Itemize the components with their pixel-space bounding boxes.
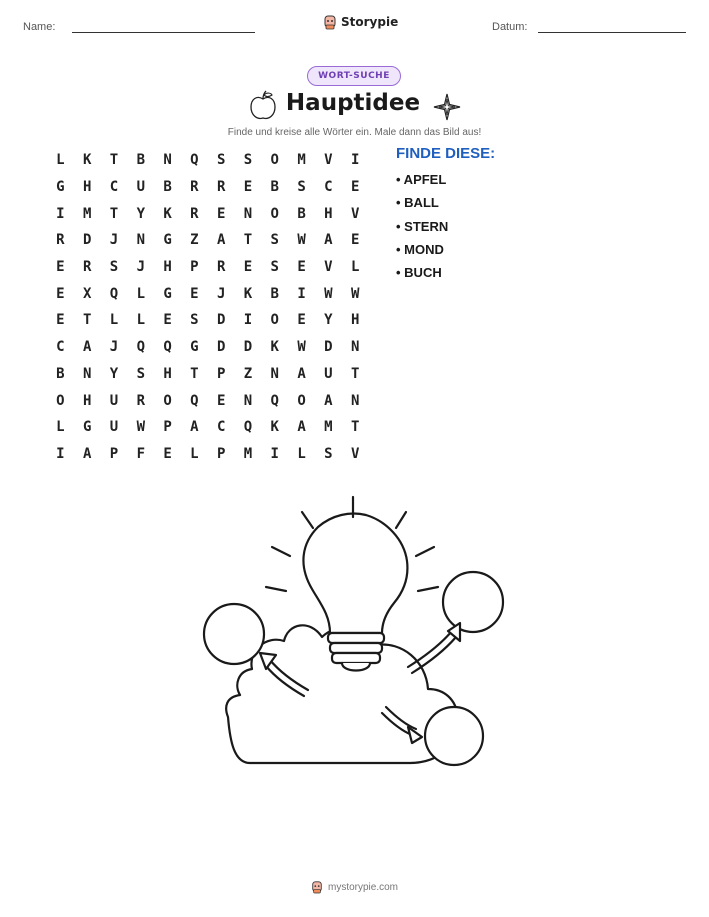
grid-cell[interactable]: S (270, 259, 279, 276)
date-field-line[interactable] (538, 32, 686, 33)
grid-cell[interactable]: E (216, 205, 226, 222)
grid-cell[interactable]: D (216, 312, 226, 329)
grid-cell[interactable]: C (56, 339, 65, 356)
grid-cell[interactable]: J (216, 285, 226, 302)
grid-cell[interactable]: O (270, 152, 279, 169)
grid-cell[interactable]: R (136, 392, 145, 409)
bulb-outline (303, 514, 407, 634)
grid-cell[interactable]: E (56, 285, 65, 302)
grid-cell[interactable]: A (82, 445, 92, 462)
grid-cell[interactable]: I (350, 152, 360, 169)
grid-cell[interactable]: S (297, 179, 306, 196)
grid-cell[interactable]: L (190, 445, 199, 462)
grid-cell[interactable]: S (243, 152, 253, 169)
grid-cell[interactable]: J (109, 232, 119, 249)
grid-cell[interactable]: B (297, 205, 306, 222)
grid-cell[interactable]: G (82, 419, 92, 436)
grid-cell[interactable]: J (109, 339, 119, 356)
grid-cell[interactable]: P (216, 445, 226, 462)
grid-cell[interactable]: N (243, 205, 253, 222)
grid-cell[interactable]: C (109, 179, 119, 196)
grid-cell[interactable]: D (243, 339, 253, 356)
grid-cell[interactable]: Y (136, 205, 145, 222)
grid-cell[interactable]: Q (243, 419, 253, 436)
grid-cell[interactable]: C (216, 419, 226, 436)
grid-cell[interactable]: L (56, 152, 65, 169)
grid-cell[interactable]: O (163, 392, 172, 409)
word-list-item: • STERN (396, 218, 449, 234)
storypie-logo-icon (311, 880, 323, 894)
grid-cell[interactable]: G (163, 285, 172, 302)
grid-cell[interactable]: R (82, 259, 92, 276)
grid-cell[interactable]: A (216, 232, 226, 249)
grid-cell[interactable]: U (324, 365, 333, 382)
grid-cell[interactable]: H (350, 312, 360, 329)
grid-cell[interactable]: V (350, 445, 360, 462)
grid-cell[interactable]: D (216, 339, 226, 356)
grid-cell[interactable]: W (297, 232, 306, 249)
brand-logo (323, 14, 398, 30)
instructions: Finde und kreise alle Wörter ein. Male dann das Bild aus! (227, 127, 482, 138)
grid-cell[interactable]: E (350, 232, 360, 249)
grid-cell[interactable]: E (163, 445, 172, 462)
grid-cell[interactable]: F (136, 445, 145, 462)
grid-cell[interactable]: S (109, 259, 119, 276)
word-list-item: • BUCH (396, 265, 442, 281)
grid-cell[interactable]: D (324, 339, 333, 356)
grid-cell[interactable]: Q (190, 392, 199, 409)
grid-cell[interactable]: I (243, 312, 253, 329)
name-label: Name: (23, 21, 56, 33)
grid-cell[interactable]: Q (190, 152, 199, 169)
grid-cell[interactable]: K (163, 205, 172, 222)
grid-cell[interactable]: L (136, 285, 145, 302)
grid-cell[interactable]: A (190, 419, 199, 436)
grid-cell[interactable]: L (109, 312, 119, 329)
grid-cell[interactable]: B (270, 179, 279, 196)
grid-cell[interactable]: G (163, 232, 172, 249)
grid-cell[interactable]: T (109, 152, 119, 169)
grid-cell[interactable]: X (82, 285, 92, 302)
grid-cell[interactable]: L (350, 259, 360, 276)
grid-cell[interactable]: A (324, 232, 333, 249)
grid-cell[interactable]: S (324, 445, 333, 462)
grid-cell[interactable]: N (243, 392, 253, 409)
grid-cell[interactable]: P (216, 365, 226, 382)
grid-cell[interactable]: M (297, 152, 306, 169)
grid-cell[interactable]: W (297, 339, 306, 356)
grid-cell[interactable]: B (270, 285, 279, 302)
grid-cell[interactable]: O (270, 205, 279, 222)
grid-cell[interactable]: H (324, 205, 333, 222)
grid-cell[interactable]: O (270, 312, 279, 329)
grid-cell[interactable]: H (163, 259, 172, 276)
grid-cell[interactable]: E (56, 259, 65, 276)
grid-cell[interactable]: G (56, 179, 65, 196)
grid-cell[interactable]: A (82, 339, 92, 356)
footer-url[interactable]: mystorypie.com (327, 881, 398, 893)
grid-cell[interactable]: M (82, 205, 92, 222)
grid-cell[interactable]: C (324, 179, 333, 196)
footer (0, 880, 709, 894)
apple-icon (249, 90, 277, 122)
grid-cell[interactable]: O (56, 392, 65, 409)
idea-circle-right (443, 572, 503, 632)
bulb-base (328, 633, 384, 643)
grid-cell[interactable]: G (190, 339, 199, 356)
grid-cell[interactable]: Z (190, 232, 199, 249)
grid-cell[interactable]: H (163, 365, 172, 382)
date-label: Datum: (492, 21, 528, 33)
grid-cell[interactable]: R (216, 259, 226, 276)
grid-cell[interactable]: Z (243, 365, 253, 382)
grid-cell[interactable]: P (190, 259, 199, 276)
grid-cell[interactable]: N (270, 365, 279, 382)
grid-cell[interactable]: S (136, 365, 145, 382)
grid-cell[interactable]: Q (163, 339, 172, 356)
grid-cell[interactable]: H (82, 392, 92, 409)
grid-cell[interactable]: T (190, 365, 199, 382)
grid-cell[interactable]: E (243, 179, 253, 196)
grid-cell[interactable]: I (56, 205, 65, 222)
grid-cell[interactable]: S (216, 152, 226, 169)
grid-cell[interactable]: T (243, 232, 253, 249)
grid-cell[interactable]: M (324, 419, 333, 436)
grid-cell[interactable]: P (163, 419, 172, 436)
grid-cell[interactable]: P (109, 445, 119, 462)
grid-cell[interactable]: I (270, 445, 279, 462)
grid-cell[interactable]: V (324, 259, 333, 276)
word-search-grid (47, 147, 369, 467)
word-list-title: FINDE DIESE: (396, 145, 496, 162)
word-list-item: • APFEL (396, 172, 447, 187)
category-badge: WORT-SUCHE (307, 66, 401, 86)
grid-cell[interactable]: E (297, 312, 306, 329)
grid-cell[interactable]: T (82, 312, 92, 329)
word-list-item: • BALL (396, 195, 439, 211)
grid-cell[interactable]: S (190, 312, 199, 329)
grid-cell[interactable]: E (56, 312, 65, 329)
grid-cell[interactable]: E (216, 392, 226, 409)
grid-cell[interactable]: N (350, 392, 360, 409)
grid-cell[interactable]: B (136, 152, 145, 169)
brand-name: Storypie (341, 15, 399, 29)
grid-cell[interactable]: Q (109, 285, 119, 302)
grid-cell[interactable]: T (109, 205, 119, 222)
word-list-item: • MOND (396, 241, 444, 257)
word-list (396, 172, 448, 288)
grid-cell[interactable]: K (270, 419, 279, 436)
grid-cell[interactable]: Q (270, 392, 279, 409)
idea-circle-bottom (425, 707, 483, 765)
grid-cell[interactable]: D (82, 232, 92, 249)
grid-cell[interactable]: Y (324, 312, 333, 329)
grid-cell[interactable]: I (56, 445, 65, 462)
grid-cell[interactable]: N (163, 152, 172, 169)
grid-cell[interactable]: A (297, 419, 306, 436)
grid-cell[interactable]: O (297, 392, 306, 409)
sparkle-icon (433, 93, 461, 121)
grid-cell[interactable]: H (82, 179, 92, 196)
grid-cell[interactable]: L (56, 419, 65, 436)
grid-cell[interactable]: U (109, 419, 119, 436)
grid-cell[interactable]: V (350, 205, 360, 222)
grid-cell[interactable]: K (270, 339, 279, 356)
grid-cell[interactable]: L (297, 445, 306, 462)
grid-cell[interactable]: T (350, 419, 360, 436)
grid-cell[interactable]: W (324, 285, 333, 302)
grid-cell[interactable]: Q (136, 339, 145, 356)
grid-cell[interactable]: B (163, 179, 172, 196)
grid-cell[interactable]: S (270, 232, 279, 249)
grid-cell[interactable]: E (297, 259, 306, 276)
grid-cell[interactable]: A (297, 365, 306, 382)
grid-cell[interactable]: E (163, 312, 172, 329)
page-title: Hauptidee (285, 90, 421, 116)
name-field-line[interactable] (72, 32, 255, 33)
grid-cell[interactable]: K (243, 285, 253, 302)
grid-cell[interactable]: V (324, 152, 333, 169)
grid-cell[interactable]: R (56, 232, 65, 249)
grid-cell[interactable]: Y (109, 365, 119, 382)
grid-cell[interactable]: T (350, 365, 360, 382)
grid-cell[interactable]: E (190, 285, 199, 302)
grid-cell[interactable]: W (136, 419, 145, 436)
grid-cell[interactable]: N (82, 365, 92, 382)
grid-cell[interactable]: M (243, 445, 253, 462)
grid-cell[interactable]: E (243, 259, 253, 276)
storypie-logo-icon (323, 14, 337, 30)
grid-cell[interactable]: U (109, 392, 119, 409)
idea-circle-left (204, 604, 264, 664)
grid-cell[interactable]: B (56, 365, 65, 382)
grid-cell[interactable]: N (350, 339, 360, 356)
grid-cell[interactable]: K (82, 152, 92, 169)
grid-cell[interactable]: A (324, 392, 333, 409)
grid-cell[interactable]: N (136, 232, 145, 249)
grid-cell[interactable]: R (190, 205, 199, 222)
grid-cell[interactable]: I (297, 285, 306, 302)
grid-cell[interactable]: L (136, 312, 145, 329)
grid-cell[interactable]: U (136, 179, 145, 196)
grid-cell[interactable]: R (190, 179, 199, 196)
lightbulb-cloud-illustration (190, 485, 520, 775)
grid-cell[interactable]: J (136, 259, 145, 276)
grid-cell[interactable]: R (216, 179, 226, 196)
grid-cell[interactable]: E (350, 179, 360, 196)
grid-cell[interactable]: W (350, 285, 360, 302)
